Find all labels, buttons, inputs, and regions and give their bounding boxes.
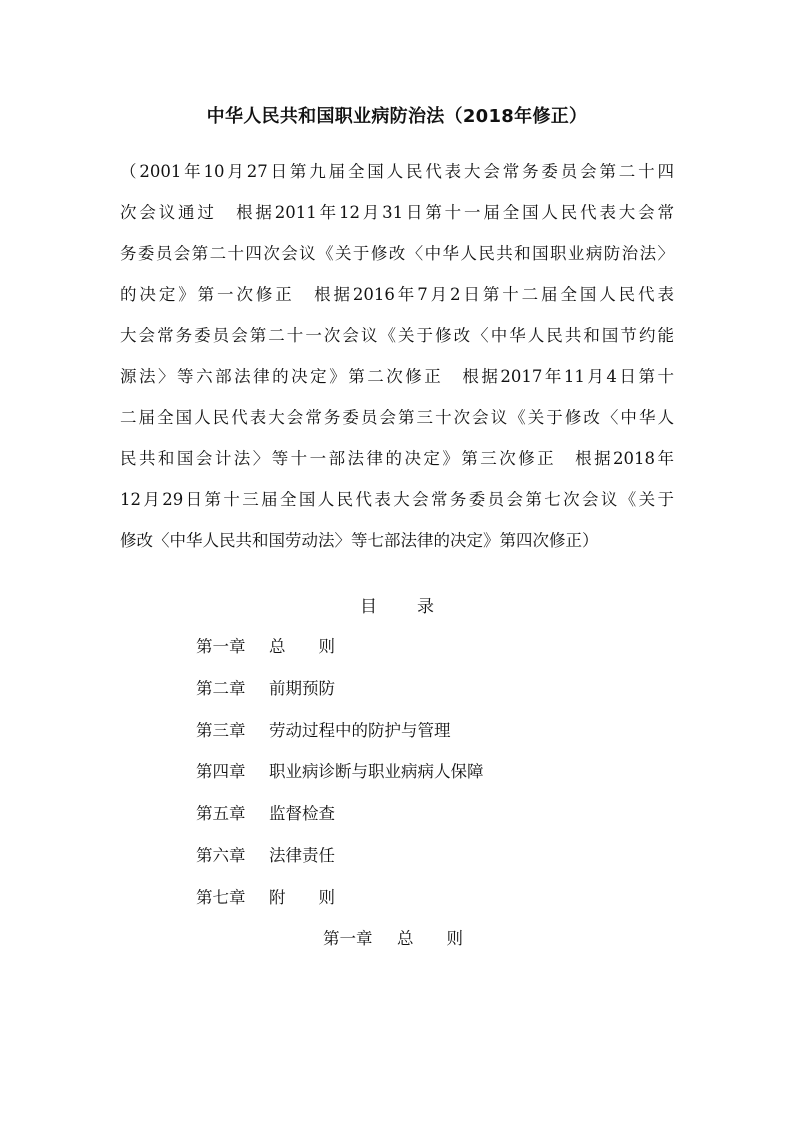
paragraph-line: 大会常务委员会第二十一次会议《关于修改〈中华人民共和国节约能	[120, 326, 674, 345]
toc-entry-chapter-1[interactable]	[196, 635, 484, 677]
toc-title-part: 目	[360, 597, 377, 617]
amendment-history-paragraph	[120, 159, 674, 569]
paragraph-line: 务委员会第二十四次会议《关于修改〈中华人民共和国职业病防治法〉	[120, 244, 674, 263]
toc-chapter-number: 第七章	[196, 887, 246, 907]
toc-chapter-number: 第四章	[196, 762, 246, 782]
toc-title	[0, 595, 794, 619]
paragraph-line: 的决定》第一次修正 根据2016年7月2日第十二届全国人民代表	[120, 285, 674, 304]
paragraph-line: 修改〈中华人民共和国劳动法〉等七部法律的决定》第四次修正）	[120, 531, 599, 550]
paragraph-line: 12月29日第十三届全国人民代表大会常务委员会第七次会议《关于	[120, 490, 674, 509]
toc-chapter-name: 职业病诊断与职业病病人保障	[269, 762, 484, 782]
toc-title-part: 录	[417, 597, 434, 617]
paragraph-line: 次会议通过 根据2011年12月31日第十一届全国人民代表大会常	[120, 203, 674, 222]
toc-chapter-number: 第五章	[196, 804, 246, 824]
table-of-contents	[196, 635, 484, 928]
toc-chapter-name: 附 则	[269, 887, 335, 907]
toc-chapter-number: 第六章	[196, 845, 246, 865]
toc-chapter-number: 第二章	[196, 678, 246, 698]
toc-chapter-name: 监督检查	[269, 804, 335, 824]
toc-entry-chapter-3[interactable]	[196, 719, 484, 761]
paragraph-line: 源法〉等六部法律的决定》第二次修正 根据2017年11月4日第十	[120, 367, 674, 386]
chapter-name: 总 则	[397, 929, 463, 948]
toc-chapter-name: 前期预防	[269, 678, 335, 698]
toc-chapter-number: 第三章	[196, 720, 246, 740]
toc-entry-chapter-7[interactable]	[196, 886, 484, 928]
toc-chapter-name: 法律责任	[269, 845, 335, 865]
toc-entry-chapter-6[interactable]	[196, 844, 484, 886]
toc-entry-chapter-5[interactable]	[196, 802, 484, 844]
paragraph-line: （2001年10月27日第九届全国人民代表大会常务委员会第二十四	[120, 162, 674, 181]
toc-chapter-name: 劳动过程中的防护与管理	[269, 720, 451, 740]
document-title: 中华人民共和国职业病防治法（2018年修正）	[206, 106, 588, 127]
paragraph-line: 二届全国人民代表大会常务委员会第三十次会议《关于修改〈中华人	[120, 408, 674, 427]
toc-chapter-number: 第一章	[196, 637, 246, 656]
chapter-number: 第一章	[323, 929, 373, 948]
toc-entry-chapter-4[interactable]	[196, 760, 484, 802]
toc-chapter-name: 总 则	[269, 637, 335, 656]
paragraph-line: 民共和国会计法〉等十一部法律的决定》第三次修正 根据2018年	[120, 449, 674, 468]
chapter-heading	[323, 927, 463, 951]
toc-entry-chapter-2[interactable]	[196, 677, 484, 719]
